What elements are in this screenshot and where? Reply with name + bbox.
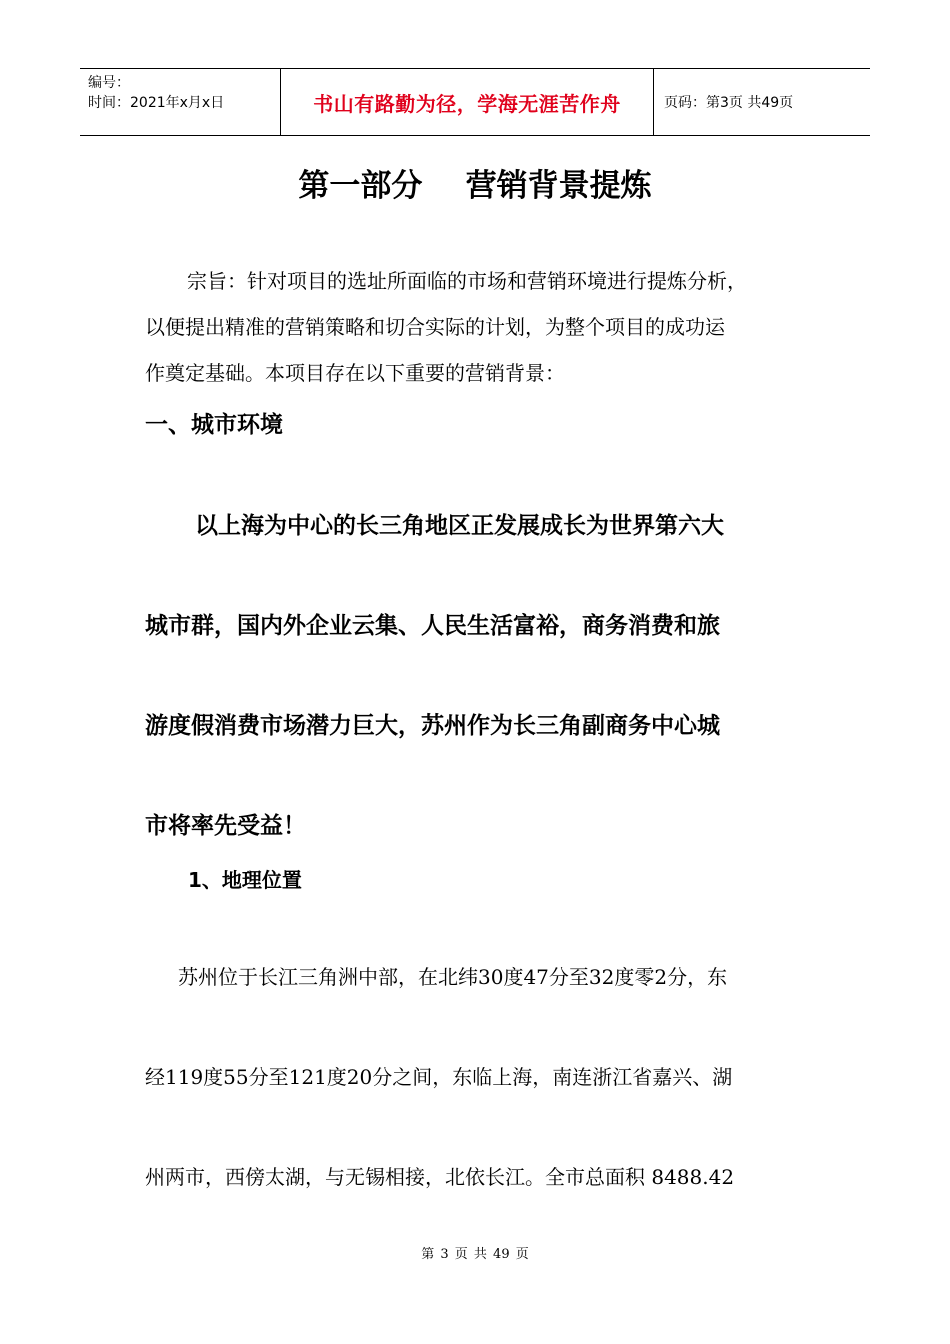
geography-line: 州两市，西傍太湖，与无锡相接，北依长江。全市总面积 8488.42 bbox=[145, 1165, 735, 1189]
intro-line: 宗旨：针对项目的选址所面临的市场和营销环境进行提炼分析， bbox=[187, 269, 747, 293]
city-environment-line: 以上海为中心的长三角地区正发展成长为世界第六大 bbox=[195, 513, 724, 539]
header-motto-cell bbox=[281, 69, 654, 135]
page-title: 第一部分 营销背景提炼 bbox=[298, 168, 652, 204]
city-environment-paragraph bbox=[145, 476, 810, 876]
document-number-label: 编号： bbox=[88, 75, 130, 91]
subsection-heading-geography: 1、地理位置 bbox=[188, 868, 302, 892]
header-motto: 书山有路勤为径，学海无涯苦作舟 bbox=[313, 91, 621, 116]
intro-paragraph bbox=[145, 258, 810, 396]
intro-line: 以便提出精准的营销策略和切合实际的计划，为整个项目的成功运 bbox=[145, 315, 725, 339]
intro-line: 作奠定基础。本项目存在以下重要的营销背景： bbox=[145, 361, 565, 385]
geography-paragraph bbox=[145, 927, 810, 1227]
geography-line: 苏州位于长江三角洲中部，在北纬30度47分至32度零2分，东 bbox=[178, 965, 728, 989]
page-header bbox=[80, 68, 870, 136]
page-footer: 第 3 页 共 49 页 bbox=[421, 1247, 529, 1262]
geography-line: 经119度55分至121度20分之间，东临上海，南连浙江省嘉兴、湖 bbox=[145, 1065, 733, 1089]
city-environment-line: 城市群，国内外企业云集、人民生活富裕，商务消费和旅 bbox=[145, 613, 720, 639]
header-page-cell bbox=[654, 69, 870, 135]
header-meta-cell bbox=[80, 69, 281, 135]
section-heading-city-environment: 一、城市环境 bbox=[145, 412, 283, 438]
document-date-label: 时间：2021年x月x日 bbox=[88, 95, 225, 111]
city-environment-line: 游度假消费市场潜力巨大，苏州作为长三角副商务中心城 bbox=[145, 713, 720, 739]
city-environment-line: 市将率先受益！ bbox=[145, 813, 306, 839]
header-page-info: 页码：第3页 共49页 bbox=[664, 95, 794, 111]
